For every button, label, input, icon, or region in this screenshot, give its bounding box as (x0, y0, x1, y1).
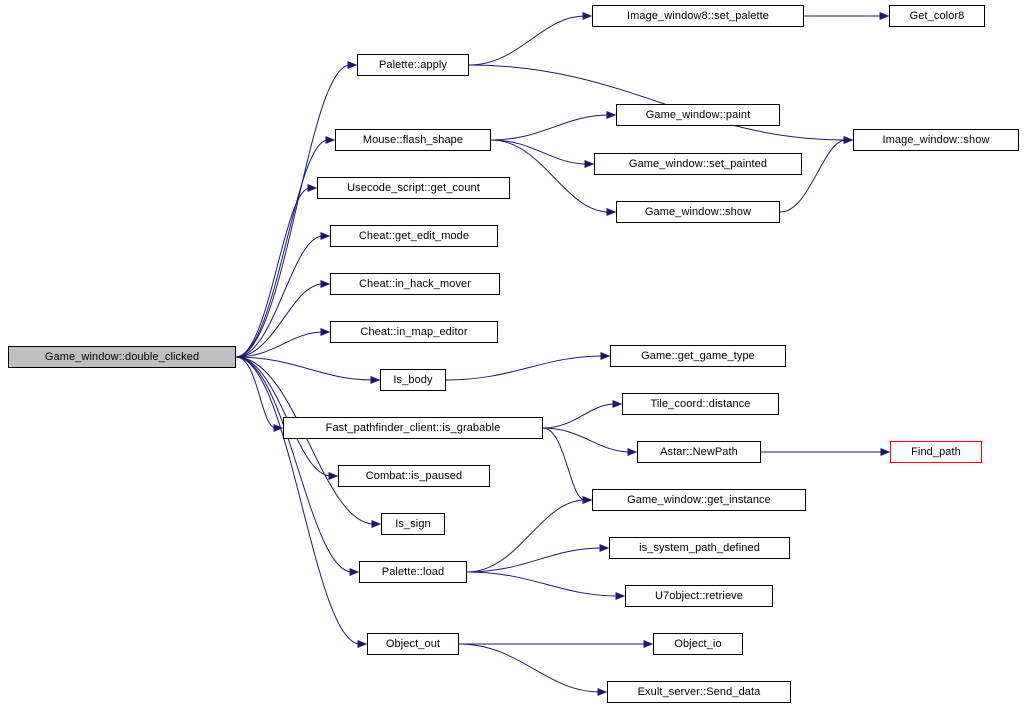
graph-node-is-system-path-defined[interactable]: is_system_path_defined (609, 537, 790, 559)
graph-node-tile-coord-distance[interactable]: Tile_coord::distance (622, 393, 779, 415)
graph-node-game-get-game-type[interactable]: Game::get_game_type (610, 345, 786, 367)
graph-node-cheat-in-map-editor[interactable]: Cheat::in_map_editor (330, 321, 498, 343)
graph-node-palette-load[interactable]: Palette::load (359, 561, 467, 583)
graph-node-palette-apply[interactable]: Palette::apply (357, 54, 469, 76)
graph-node-object-io[interactable]: Object_io (653, 633, 743, 655)
graph-node-fast-pathfinder-client-is-grabable[interactable]: Fast_pathfinder_client::is_grabable (283, 417, 543, 439)
graph-node-is-body[interactable]: Is_body (380, 369, 446, 391)
graph-node-astar-newpath[interactable]: Astar::NewPath (637, 441, 761, 463)
graph-node-get-color8[interactable]: Get_color8 (889, 5, 985, 27)
graph-node-game-window-get-instance[interactable]: Game_window::get_instance (592, 489, 806, 511)
graph-node-find-path[interactable]: Find_path (890, 441, 982, 463)
graph-node-cheat-in-hack-mover[interactable]: Cheat::in_hack_mover (330, 273, 500, 295)
graph-node-game-window-double-clicked[interactable]: Game_window::double_clicked (8, 346, 236, 368)
graph-node-image-window-show[interactable]: Image_window::show (853, 129, 1019, 151)
graph-node-usecode-script-get-count[interactable]: Usecode_script::get_count (317, 177, 510, 199)
graph-node-u7object-retrieve[interactable]: U7object::retrieve (625, 585, 773, 607)
graph-node-combat-is-paused[interactable]: Combat::is_paused (338, 465, 490, 487)
graph-node-exult-server-send-data[interactable]: Exult_server::Send_data (607, 681, 791, 703)
graph-node-game-window-set-painted[interactable]: Game_window::set_painted (594, 153, 802, 175)
graph-node-image-window8-set-palette[interactable]: Image_window8::set_palette (592, 5, 804, 27)
graph-node-is-sign[interactable]: Is_sign (381, 513, 445, 535)
graph-node-mouse-flash-shape[interactable]: Mouse::flash_shape (335, 129, 491, 151)
graph-node-cheat-get-edit-mode[interactable]: Cheat::get_edit_mode (330, 225, 498, 247)
graph-node-game-window-show[interactable]: Game_window::show (616, 201, 780, 223)
graph-node-game-window-paint[interactable]: Game_window::paint (616, 104, 780, 126)
graph-node-object-out[interactable]: Object_out (367, 633, 459, 655)
